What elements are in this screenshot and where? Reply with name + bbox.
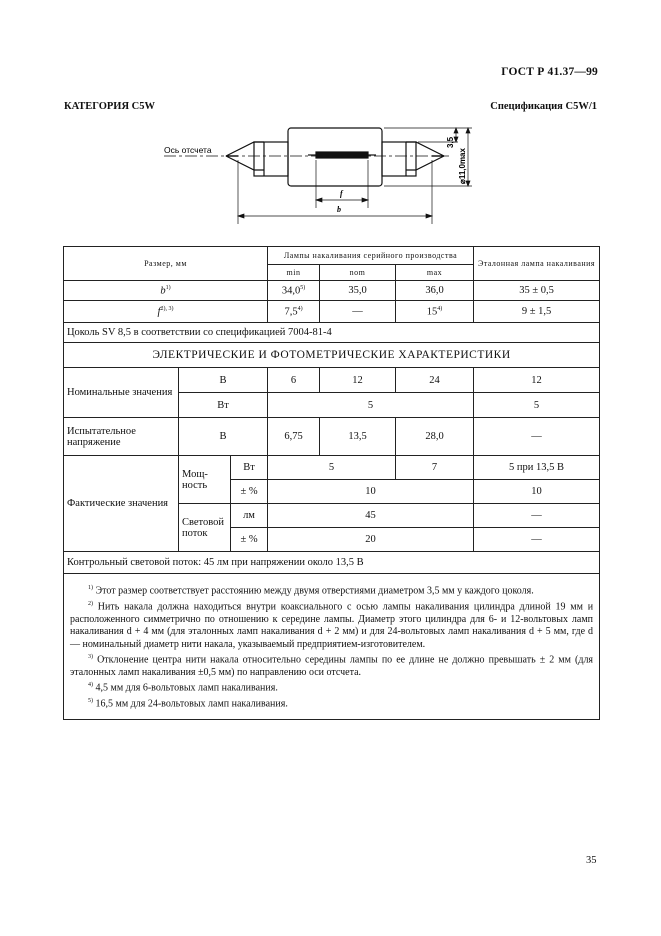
control-flux: Контрольный световой поток: 45 лм при напряжении около 13,5 В <box>64 552 600 574</box>
nominal-w: 5 <box>268 393 474 418</box>
footnote-4: $^{4)}$ 4,5 мм для 6-вольтовых ламп накаливания. <box>88 682 278 694</box>
flux-lm-unit: лм <box>231 504 268 528</box>
nominal-label: Номинальные значения <box>64 368 179 418</box>
power-w-unit: Вт <box>231 456 268 480</box>
row-f-label: f <box>157 306 161 318</box>
table-row-f <box>64 301 600 323</box>
power-pct-ref: 10 <box>474 480 600 504</box>
row-b-sup: 1) <box>165 284 171 291</box>
row-f-nom: — <box>320 301 396 323</box>
flux-pct-ref: — <box>474 528 600 552</box>
row-b-min-sup: 5) <box>300 284 306 291</box>
flux-lm: 45 <box>268 504 474 528</box>
dim-diameter-label: ⌀11,0max <box>458 148 467 184</box>
footnote-3: $^{3)}$ Отклонение центра нити накала относительно середины лампы по ее длине не должно превышать ± 2 мм (для эталонных ламп накаливания ±0,5 мм) по направлению оси отсчета. <box>70 654 594 678</box>
footnotes <box>64 574 600 720</box>
nominal-v-6: 6 <box>268 368 320 393</box>
nominal-v-24: 24 <box>396 368 474 393</box>
power-label: Мощ-ность <box>179 456 231 504</box>
col-size-header: Размер, мм <box>64 247 268 281</box>
dim-f-label: f <box>340 189 343 198</box>
test-label: Испытательное напряжение <box>64 418 179 456</box>
test-24: 28,0 <box>396 418 474 456</box>
section-title: ЭЛЕКТРИЧЕСКИЕ И ФОТОМЕТРИЧЕСКИЕ ХАРАКТЕРИСТИКИ <box>64 343 600 368</box>
col-max-header: max <box>396 265 474 281</box>
col-serial-header: Лампы накаливания серийного производства <box>268 247 474 265</box>
row-b-max: 36,0 <box>396 281 474 301</box>
category-title: КАТЕГОРИЯ C5W <box>64 101 155 112</box>
axis-label: Ось отсчета <box>164 145 212 155</box>
row-b-label: b <box>160 285 166 297</box>
row-f-sup: 2), 3) <box>160 305 174 312</box>
specification-title: Спецификация C5W/1 <box>490 101 597 112</box>
lamp-drawing <box>160 120 500 230</box>
flux-pct: 20 <box>268 528 474 552</box>
nominal-v-ref: 12 <box>474 368 600 393</box>
standard-code: ГОСТ Р 41.37—99 <box>501 66 598 78</box>
test-12: 13,5 <box>320 418 396 456</box>
row-f-max: 15 <box>426 306 438 318</box>
test-unit: В <box>179 418 268 456</box>
nominal-w-unit: Вт <box>179 393 268 418</box>
power-w-24: 7 <box>396 456 474 480</box>
footnote-2: $^{2)}$ Нить накала должна находиться внутри коаксиального с осью лампы накаливания цилиндра длиной 19 мм и расположенного симметрично по отношению к середине лампы. Диаметр этого цилиндра для 6- и 12-вольтовых ламп накаливания d + 4 мм (для эталонных ламп накаливания d + 2 мм) и для 24-вольтовых ламп накаливания d + 5 мм, где d — номинальный диаметр нити накала, указываемый предприятием-изготовителем. <box>70 600 594 650</box>
page-number: 35 <box>586 855 597 866</box>
spec-table <box>63 246 600 720</box>
row-f-min-sup: 4) <box>297 305 303 312</box>
col-reference-header: Эталонная лампа накаливания <box>474 247 600 281</box>
nominal-v-unit: В <box>179 368 268 393</box>
row-f-ref: 9 ± 1,5 <box>474 301 600 323</box>
flux-label: Световой поток <box>179 504 231 552</box>
col-nom-header: nom <box>320 265 396 281</box>
row-b-nom: 35,0 <box>320 281 396 301</box>
nominal-w-ref: 5 <box>474 393 600 418</box>
flux-pct-unit: ± % <box>231 528 268 552</box>
row-b-ref: 35 ± 0,5 <box>474 281 600 301</box>
row-b-min: 34,0 <box>281 285 301 297</box>
dim-3-5-label: 3,5 <box>446 136 455 148</box>
power-w-ref: 5 при 13,5 В <box>474 456 600 480</box>
nominal-v-12: 12 <box>320 368 396 393</box>
test-ref: — <box>474 418 600 456</box>
row-f-max-sup: 4) <box>437 305 443 312</box>
power-pct-unit: ± % <box>231 480 268 504</box>
row-f-min: 7,5 <box>284 306 298 318</box>
dim-b-label: b <box>337 205 341 214</box>
test-6: 6,75 <box>268 418 320 456</box>
table-row-b <box>64 281 600 301</box>
flux-lm-ref: — <box>474 504 600 528</box>
cap-note: Цоколь SV 8,5 в соответствии со спецификацией 7004-81-4 <box>64 323 600 343</box>
power-w-6-12: 5 <box>268 456 396 480</box>
power-pct: 10 <box>268 480 474 504</box>
actual-label: Фактические значения <box>64 456 179 552</box>
footnote-1: $^{1)}$ Этот размер соответствует расстоянию между двумя отверстиями диаметром 3,5 мм у каждого цоколя. <box>88 585 534 597</box>
col-min-header: min <box>268 265 320 281</box>
footnote-5: $^{5)}$ 16,5 мм для 24-вольтовых ламп накаливания. <box>88 698 288 710</box>
